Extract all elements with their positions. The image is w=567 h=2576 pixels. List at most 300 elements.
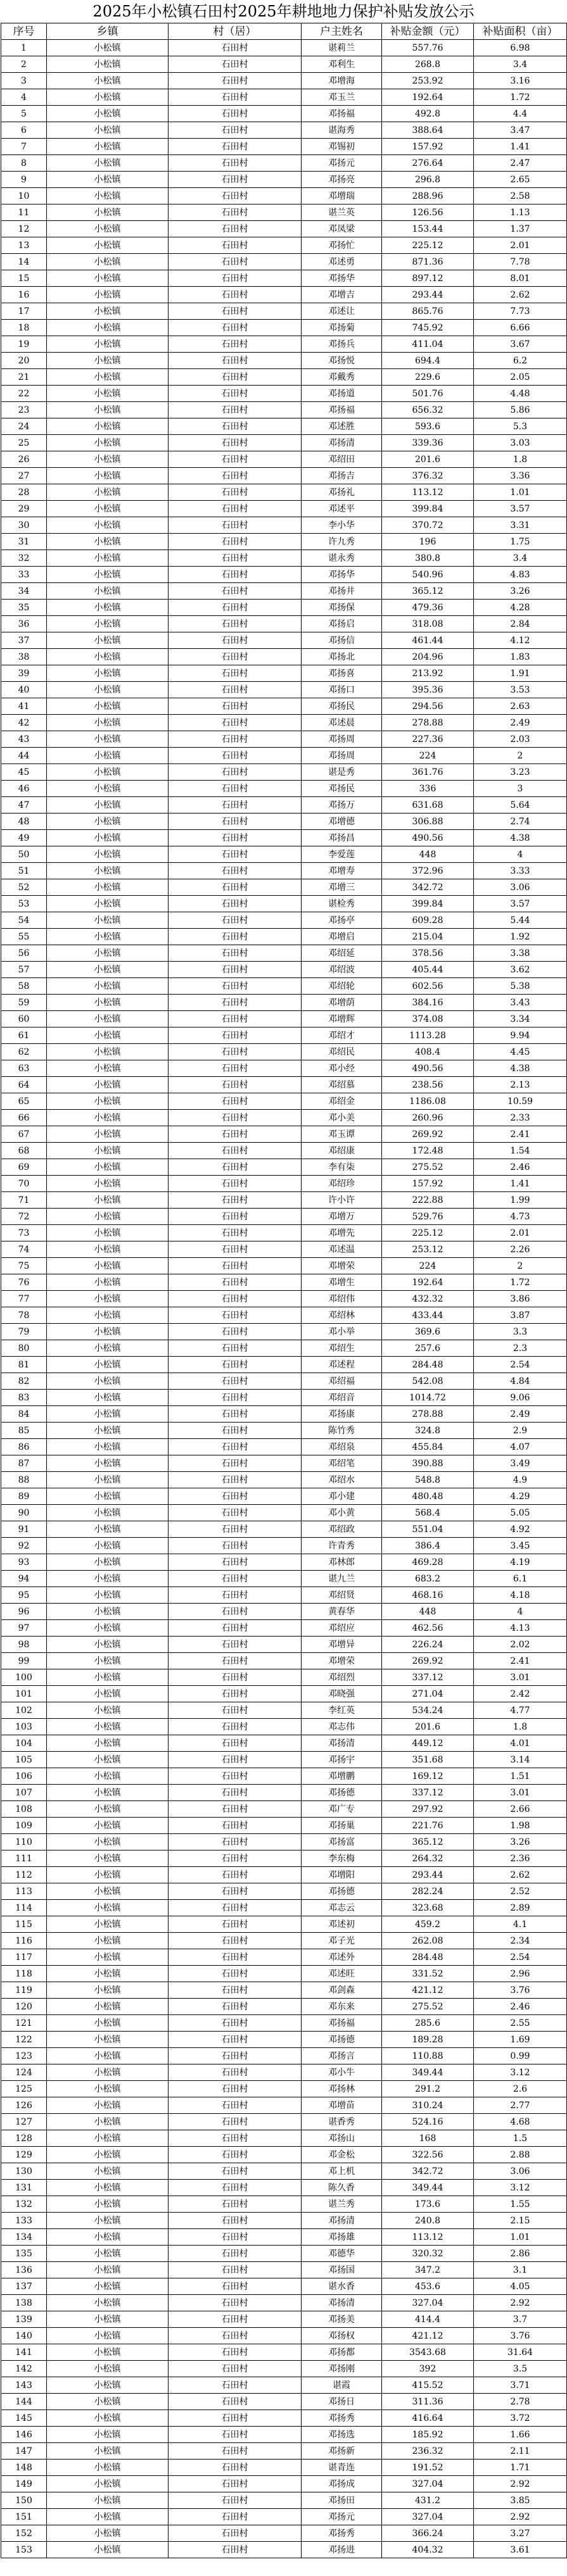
cell-village: 石田村 [169,2509,302,2525]
table-row [1,2328,567,2344]
cell-householder: 邓扬田 [302,2492,382,2509]
cell-township: 小松镇 [47,2147,169,2163]
cell-area: 4.1 [474,1916,567,1933]
cell-householder: 邓扬亭 [302,912,382,929]
cell-index: 25 [1,435,47,451]
cell-township: 小松镇 [47,336,169,353]
cell-area: 3.06 [474,879,567,896]
cell-village: 石田村 [169,1604,302,1620]
table-row [1,2163,567,2180]
table-row [1,1176,567,1192]
cell-amount: 370.72 [382,517,474,534]
table-row [1,254,567,270]
cell-village: 石田村 [169,320,302,336]
cell-township: 小松镇 [47,484,169,501]
cell-householder: 邓绍生 [302,1340,382,1357]
cell-householder: 邓绍康 [302,1143,382,1159]
cell-village: 石田村 [169,2246,302,2262]
cell-amount: 421.12 [382,1982,474,1999]
cell-township: 小松镇 [47,1324,169,1340]
cell-householder: 邓扬忙 [302,237,382,254]
cell-index: 20 [1,353,47,369]
cell-village: 石田村 [169,665,302,682]
cell-township: 小松镇 [47,435,169,451]
cell-amount: 201.6 [382,451,474,468]
cell-amount: 372.96 [382,863,474,879]
cell-amount: 568.4 [382,1505,474,1521]
cell-village: 石田村 [169,1291,302,1307]
table-row [1,237,567,254]
cell-area: 2.34 [474,1933,567,1949]
cell-township: 小松镇 [47,2081,169,2097]
cell-village: 石田村 [169,1818,302,1834]
cell-village: 石田村 [169,797,302,814]
table-row [1,1818,567,1834]
cell-township: 小松镇 [47,40,169,56]
cell-township: 小松镇 [47,583,169,600]
cell-township: 小松镇 [47,698,169,715]
cell-index: 66 [1,1110,47,1126]
cell-village: 石田村 [169,2311,302,2328]
cell-householder: 邓扬井 [302,583,382,600]
cell-index: 99 [1,1653,47,1669]
cell-householder: 李爱莲 [302,846,382,863]
cell-township: 小松镇 [47,1027,169,1044]
cell-township: 小松镇 [47,89,169,106]
cell-index: 92 [1,1538,47,1554]
table-row [1,2278,567,2295]
cell-township: 小松镇 [47,2410,169,2427]
cell-householder: 邓上机 [302,2163,382,2180]
cell-area: 4.77 [474,1702,567,1719]
table-row [1,2509,567,2525]
cell-area: 2.78 [474,2394,567,2410]
table-row [1,1505,567,1521]
cell-index: 22 [1,386,47,402]
cell-area: 10.59 [474,1093,567,1110]
cell-householder: 邓凤梁 [302,221,382,237]
cell-township: 小松镇 [47,418,169,435]
table-row [1,1159,567,1176]
cell-amount: 1186.08 [382,1093,474,1110]
cell-area: 4.84 [474,1373,567,1390]
table-row [1,1423,567,1439]
cell-township: 小松镇 [47,320,169,336]
cell-amount: 492.8 [382,106,474,122]
cell-township: 小松镇 [47,451,169,468]
cell-village: 石田村 [169,1192,302,1209]
cell-village: 石田村 [169,1373,302,1390]
table-row [1,139,567,155]
cell-township: 小松镇 [47,1439,169,1455]
table-row [1,2492,567,2509]
cell-township: 小松镇 [47,2114,169,2130]
cell-area: 4.4 [474,106,567,122]
cell-area: 1.55 [474,2196,567,2213]
cell-index: 111 [1,1850,47,1867]
cell-village: 石田村 [169,2394,302,2410]
cell-amount: 224 [382,748,474,764]
cell-village: 石田村 [169,1554,302,1571]
cell-village: 石田村 [169,863,302,879]
header-village: 村（居） [169,23,302,40]
cell-householder: 邓增瑞 [302,188,382,204]
cell-township: 小松镇 [47,2377,169,2394]
cell-amount: 349.44 [382,2180,474,2196]
cell-area: 0.99 [474,2048,567,2064]
cell-area: 3.49 [474,1455,567,1472]
cell-index: 45 [1,764,47,781]
cell-township: 小松镇 [47,1883,169,1900]
cell-village: 石田村 [169,1241,302,1258]
cell-amount: 173.6 [382,2196,474,2213]
cell-householder: 邓增生 [302,1274,382,1291]
cell-index: 89 [1,1488,47,1505]
cell-township: 小松镇 [47,830,169,846]
table-row [1,2048,567,2064]
table-row [1,863,567,879]
cell-householder: 邓东来 [302,1999,382,2015]
cell-township: 小松镇 [47,1291,169,1307]
cell-householder: 邓锡初 [302,139,382,155]
cell-township: 小松镇 [47,1241,169,1258]
table-row [1,2460,567,2476]
cell-amount: 222.88 [382,1192,474,1209]
cell-index: 101 [1,1686,47,1702]
cell-area: 3.71 [474,2377,567,2394]
cell-area: 4.13 [474,1620,567,1637]
table-row [1,1093,567,1110]
cell-householder: 邓扬富 [302,1834,382,1850]
table-row [1,781,567,797]
cell-amount: 361.76 [382,764,474,781]
cell-householder: 邓玉谭 [302,1126,382,1143]
cell-index: 9 [1,172,47,188]
cell-township: 小松镇 [47,2064,169,2081]
cell-amount: 324.8 [382,1423,474,1439]
cell-householder: 邓扬福 [302,106,382,122]
cell-township: 小松镇 [47,2032,169,2048]
table-row [1,1011,567,1027]
cell-householder: 邓绍民 [302,1044,382,1060]
cell-township: 小松镇 [47,1587,169,1604]
cell-area: 1.41 [474,1176,567,1192]
cell-index: 71 [1,1192,47,1209]
cell-village: 石田村 [169,1488,302,1505]
cell-village: 石田村 [169,73,302,89]
cell-village: 石田村 [169,550,302,567]
cell-amount: 694.4 [382,353,474,369]
cell-householder: 邓绍珍 [302,1176,382,1192]
table-row [1,1373,567,1390]
cell-area: 4.18 [474,1587,567,1604]
table-row [1,1044,567,1060]
cell-index: 134 [1,2229,47,2246]
cell-amount: 227.36 [382,731,474,748]
cell-householder: 邓扬权 [302,2328,382,2344]
cell-area: 1.51 [474,1768,567,1785]
table-row [1,1752,567,1768]
cell-area: 3.33 [474,863,567,879]
cell-amount: 557.76 [382,40,474,56]
cell-amount: 331.52 [382,1966,474,1982]
cell-area: 1.69 [474,2032,567,2048]
table-row [1,1126,567,1143]
cell-area: 3.62 [474,962,567,978]
cell-householder: 邓述旺 [302,1966,382,1982]
table-row [1,1110,567,1126]
cell-village: 石田村 [169,682,302,698]
cell-index: 60 [1,1011,47,1027]
cell-village: 石田村 [169,632,302,649]
cell-index: 104 [1,1735,47,1752]
cell-householder: 邓绍田 [302,451,382,468]
cell-index: 21 [1,369,47,386]
cell-area: 3.43 [474,995,567,1011]
cell-area: 2.02 [474,1637,567,1653]
cell-township: 小松镇 [47,2180,169,2196]
cell-householder: 邓扬周 [302,748,382,764]
cell-village: 石田村 [169,402,302,418]
cell-township: 小松镇 [47,1686,169,1702]
cell-householder: 邓扬启 [302,616,382,632]
cell-index: 64 [1,1077,47,1093]
cell-area: 4.38 [474,830,567,846]
table-row [1,188,567,204]
table-row [1,715,567,731]
cell-index: 61 [1,1027,47,1044]
cell-township: 小松镇 [47,2443,169,2460]
cell-village: 石田村 [169,1505,302,1521]
table-row [1,1719,567,1735]
table-row [1,2246,567,2262]
cell-amount: 240.8 [382,2213,474,2229]
cell-amount: 342.72 [382,879,474,896]
cell-area: 3.61 [474,2542,567,2558]
cell-village: 石田村 [169,1340,302,1357]
table-row [1,1225,567,1241]
cell-area: 4.05 [474,2278,567,2295]
table-row [1,1702,567,1719]
cell-amount: 236.32 [382,2443,474,2460]
cell-village: 石田村 [169,2097,302,2114]
cell-index: 73 [1,1225,47,1241]
cell-village: 石田村 [169,1801,302,1818]
table-row [1,1027,567,1044]
cell-village: 石田村 [169,1571,302,1587]
cell-householder: 邓志伟 [302,1719,382,1735]
cell-village: 石田村 [169,2460,302,2476]
cell-index: 32 [1,550,47,567]
cell-amount: 542.08 [382,1373,474,1390]
cell-township: 小松镇 [47,2246,169,2262]
cell-amount: 157.92 [382,1176,474,1192]
table-row [1,1999,567,2015]
cell-township: 小松镇 [47,1373,169,1390]
table-row [1,320,567,336]
cell-township: 小松镇 [47,106,169,122]
table-row [1,1439,567,1455]
cell-area: 3.45 [474,1538,567,1554]
cell-township: 小松镇 [47,501,169,517]
cell-index: 47 [1,797,47,814]
cell-village: 石田村 [169,879,302,896]
table-row [1,2427,567,2443]
cell-index: 74 [1,1241,47,1258]
cell-index: 91 [1,1521,47,1538]
cell-township: 小松镇 [47,863,169,879]
cell-township: 小松镇 [47,846,169,863]
cell-area: 9.94 [474,1027,567,1044]
cell-index: 145 [1,2410,47,2427]
cell-index: 5 [1,106,47,122]
cell-township: 小松镇 [47,1900,169,1916]
cell-village: 石田村 [169,1307,302,1324]
cell-amount: 347.2 [382,2262,474,2278]
cell-village: 石田村 [169,188,302,204]
table-row [1,2525,567,2542]
cell-area: 3.7 [474,2311,567,2328]
cell-index: 95 [1,1587,47,1604]
cell-township: 小松镇 [47,534,169,550]
cell-village: 石田村 [169,1406,302,1423]
cell-township: 小松镇 [47,1488,169,1505]
table-row [1,287,567,303]
cell-index: 151 [1,2509,47,2525]
cell-area: 1.01 [474,484,567,501]
cell-householder: 邓扬清 [302,2213,382,2229]
cell-index: 11 [1,204,47,221]
table-row [1,221,567,237]
cell-township: 小松镇 [47,1719,169,1735]
cell-amount: 480.48 [382,1488,474,1505]
cell-village: 石田村 [169,1176,302,1192]
table-row [1,1785,567,1801]
cell-area: 2.58 [474,188,567,204]
cell-township: 小松镇 [47,2048,169,2064]
cell-area: 6.1 [474,1571,567,1587]
cell-area: 6.2 [474,353,567,369]
cell-amount: 366.24 [382,2525,474,2542]
cell-area: 2.11 [474,2443,567,2460]
cell-householder: 邓玉兰 [302,89,382,106]
cell-village: 石田村 [169,1258,302,1274]
table-row [1,2262,567,2278]
cell-index: 142 [1,2361,47,2377]
cell-index: 136 [1,2262,47,2278]
cell-village: 石田村 [169,1883,302,1900]
cell-township: 小松镇 [47,1159,169,1176]
cell-index: 15 [1,270,47,287]
cell-village: 石田村 [169,56,302,73]
table-row [1,1307,567,1324]
cell-index: 80 [1,1340,47,1357]
cell-township: 小松镇 [47,2130,169,2147]
cell-index: 42 [1,715,47,731]
cell-index: 138 [1,2295,47,2311]
cell-index: 128 [1,2130,47,2147]
cell-area: 1.75 [474,534,567,550]
cell-village: 石田村 [169,1472,302,1488]
cell-village: 石田村 [169,896,302,912]
cell-area: 3.06 [474,2163,567,2180]
cell-township: 小松镇 [47,122,169,139]
cell-amount: 337.12 [382,1785,474,1801]
cell-village: 石田村 [169,517,302,534]
cell-amount: 408.4 [382,1044,474,1060]
cell-amount: 278.88 [382,1406,474,1423]
cell-amount: 593.6 [382,418,474,435]
cell-village: 石田村 [169,846,302,863]
cell-village: 石田村 [169,534,302,550]
cell-area: 2.74 [474,814,567,830]
cell-index: 35 [1,600,47,616]
cell-area: 1.71 [474,2460,567,2476]
cell-township: 小松镇 [47,2213,169,2229]
table-row [1,2361,567,2377]
cell-township: 小松镇 [47,1126,169,1143]
table-row [1,435,567,451]
table-row [1,2394,567,2410]
cell-village: 石田村 [169,418,302,435]
cell-amount: 461.44 [382,632,474,649]
cell-householder: 邓增阳 [302,1867,382,1883]
cell-householder: 邓增鹏 [302,1768,382,1785]
cell-village: 石田村 [169,1966,302,1982]
cell-township: 小松镇 [47,2311,169,2328]
cell-township: 小松镇 [47,896,169,912]
cell-householder: 邓扬选 [302,2427,382,2443]
cell-township: 小松镇 [47,2476,169,2492]
cell-township: 小松镇 [47,1455,169,1472]
cell-amount: 455.84 [382,1439,474,1455]
cell-area: 4.01 [474,1735,567,1752]
cell-township: 小松镇 [47,2361,169,2377]
cell-householder: 邓扬日 [302,2394,382,2410]
cell-householder: 邓扬清 [302,1735,382,1752]
cell-area: 2.84 [474,616,567,632]
cell-index: 100 [1,1669,47,1686]
cell-index: 76 [1,1274,47,1291]
cell-area: 2.47 [474,155,567,172]
cell-area: 4.92 [474,1521,567,1538]
header-index: 序号 [1,23,47,40]
table-row [1,1060,567,1077]
cell-area: 3.34 [474,1011,567,1027]
cell-area: 3.86 [474,1291,567,1307]
cell-township: 小松镇 [47,1999,169,2015]
cell-amount: 376.32 [382,468,474,484]
cell-amount: 215.04 [382,929,474,945]
cell-index: 94 [1,1571,47,1587]
cell-area: 3 [474,781,567,797]
cell-township: 小松镇 [47,2163,169,2180]
cell-householder: 邓扬道 [302,386,382,402]
cell-township: 小松镇 [47,2295,169,2311]
cell-village: 石田村 [169,2344,302,2361]
cell-area: 3.01 [474,1785,567,1801]
cell-village: 石田村 [169,830,302,846]
table-row [1,1538,567,1554]
cell-householder: 邓述让 [302,303,382,320]
cell-village: 石田村 [169,435,302,451]
table-row [1,1571,567,1587]
cell-township: 小松镇 [47,2460,169,2476]
table-row [1,830,567,846]
cell-householder: 邓扬福 [302,2015,382,2032]
cell-index: 141 [1,2344,47,2361]
cell-area: 2.41 [474,1126,567,1143]
